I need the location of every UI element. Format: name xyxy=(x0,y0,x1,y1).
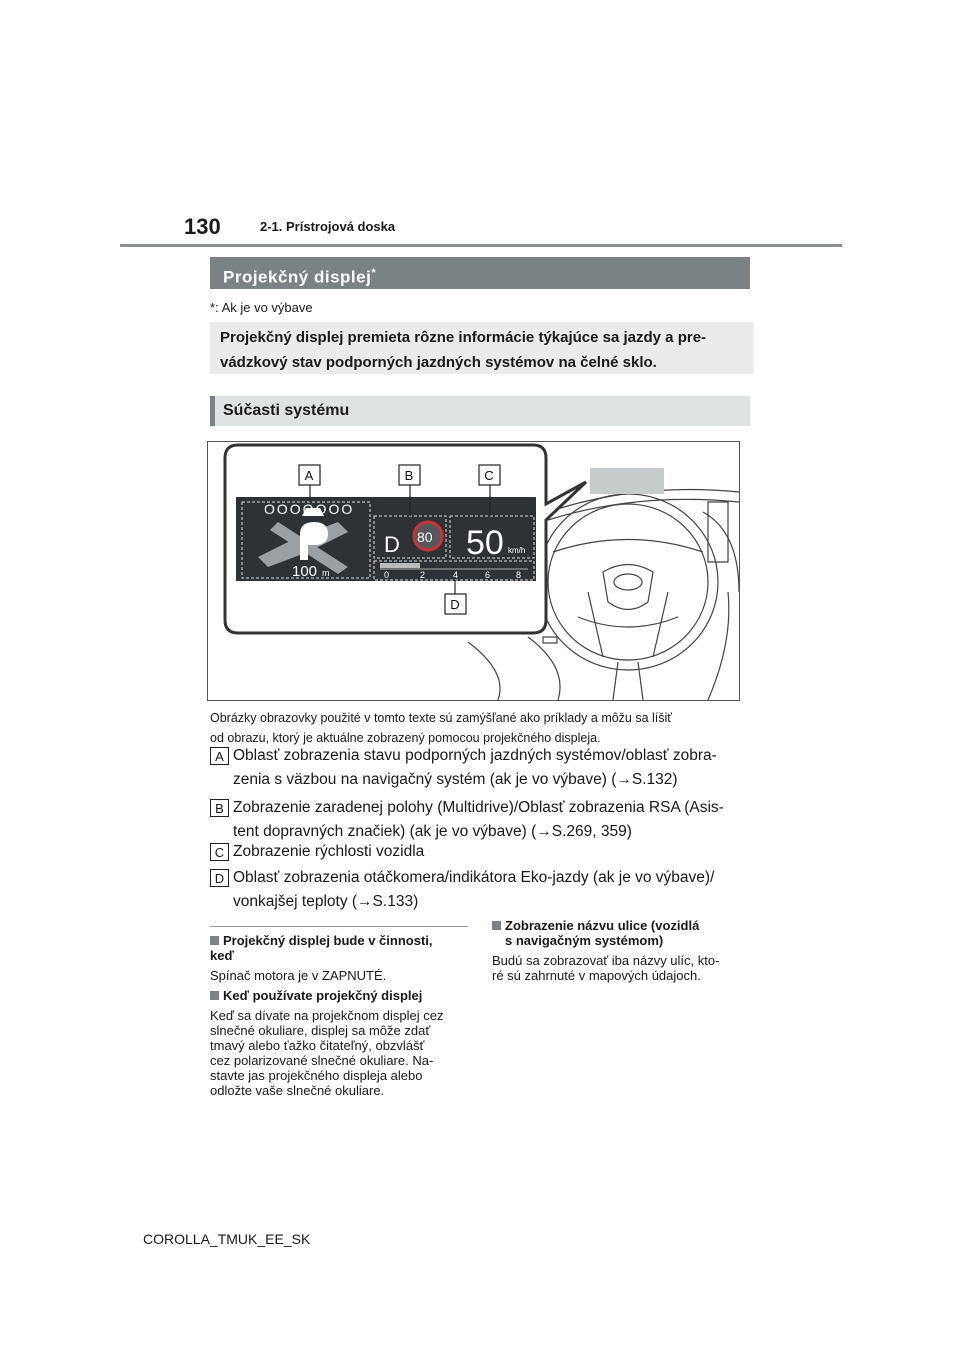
list-item xyxy=(210,744,760,792)
hud-gear: D xyxy=(384,532,400,557)
note-body: Spínač motora je v ZAPNUTÉ. xyxy=(210,968,387,983)
figure-hud-illustration xyxy=(207,441,740,701)
item-text: Zobrazenie rýchlosti vozidla xyxy=(233,843,425,860)
hud-circles: OOOOOOO xyxy=(264,501,355,517)
caption-line: Obrázky obrazovky použité v tomto texte sú zamýšľané ako príklady a môžu sa líšiť xyxy=(210,711,672,725)
square-bullet-icon xyxy=(210,991,219,1000)
section-title-bar xyxy=(210,257,750,289)
note-body: odložte vaše slnečné okuliare. xyxy=(210,1083,385,1098)
tach-tick: 4 xyxy=(453,570,459,580)
callout-c: C xyxy=(484,468,494,483)
item-label: C xyxy=(210,843,229,861)
hud-speed-limit: 80 xyxy=(417,529,433,545)
hud-distance: 100 xyxy=(292,563,318,580)
item-text: tent dopravných značiek) (ak je vo výbave) (→S.269, 359) xyxy=(233,823,632,840)
list-item xyxy=(210,840,760,864)
tach-tick: 6 xyxy=(485,570,491,580)
square-bullet-icon xyxy=(210,936,219,945)
tach-tick: 0 xyxy=(384,570,390,580)
note-body: Keď sa dívate na projekčnom displej cez xyxy=(210,1008,444,1023)
tach-tick: 8 xyxy=(516,570,522,580)
item-label: D xyxy=(210,869,229,887)
note-heading: keď xyxy=(210,948,234,963)
hud-distance-unit: m xyxy=(322,568,330,578)
notes-left-column xyxy=(210,933,470,1098)
note-body: tmavý alebo ťažko čitateľný, obzvlášť xyxy=(210,1038,425,1053)
tach-tick: 2 xyxy=(420,570,426,580)
note-body: stavte jas projekčného displeja alebo xyxy=(210,1068,423,1083)
caption-line: od obrazu, ktorý je aktuálne zobrazený pomocou projekčného displeja. xyxy=(210,731,601,745)
notes-divider xyxy=(210,926,468,927)
section-title: Projekčný displej xyxy=(223,267,372,287)
item-text: vonkajšej teploty (→S.133) xyxy=(233,893,419,910)
intro-box xyxy=(210,322,754,374)
note-heading: s navigačným systémom) xyxy=(505,933,664,948)
note-heading: Keď používate projekčný displej xyxy=(210,988,470,1003)
note-body: Budú sa zobrazovať iba názvy ulíc, kto- xyxy=(492,953,720,968)
callout-a: A xyxy=(304,468,314,483)
item-text: Oblasť zobrazenia stavu podporných jazdných systémov/oblasť zobra- xyxy=(233,747,717,764)
title-footnote-mark: * xyxy=(371,267,377,279)
note-body: slnečné okuliare, displej sa môže zdať xyxy=(210,1023,431,1038)
item-label: B xyxy=(210,799,229,817)
item-label: A xyxy=(210,747,229,765)
list-item xyxy=(210,866,760,914)
hud-speed-unit: km/h xyxy=(508,546,526,555)
hud-speed: 50 xyxy=(466,524,504,562)
note-heading: Projekčný displej bude v činnosti, xyxy=(210,933,470,948)
page-number: 130 xyxy=(184,214,221,239)
notes-right-column xyxy=(492,918,762,983)
note-heading: Zobrazenie názvu ulice (vozidlá xyxy=(492,918,762,933)
square-bullet-icon xyxy=(492,921,501,930)
header-rule xyxy=(120,244,842,247)
callout-d: D xyxy=(450,597,460,612)
figure-caption xyxy=(210,708,760,748)
list-item xyxy=(210,796,760,844)
subsection-title: Súčasti systému xyxy=(210,396,750,426)
footnote: *: Ak je vo výbave xyxy=(210,300,313,315)
intro-line: Projekčný displej premieta rôzne informácie týkajúce sa jazdy a pre- xyxy=(220,329,707,346)
note-body: cez polarizované slnečné okuliare. Na- xyxy=(210,1053,434,1068)
chapter-title: 2-1. Prístrojová doska xyxy=(260,219,396,234)
footer-code: COROLLA_TMUK_EE_SK xyxy=(143,1231,311,1247)
item-text: Zobrazenie zaradenej polohy (Multidrive)/Oblasť zobrazenia RSA (Asis- xyxy=(233,799,724,816)
intro-line: vádzkový stav podporných jazdných systémov na čelné sklo. xyxy=(220,354,657,371)
item-text: zenia s väzbou na navigačný systém (ak je vo výbave) (→S.132) xyxy=(233,771,678,788)
note-body: ré sú zahrnuté v mapových údajoch. xyxy=(492,968,701,983)
callout-b: B xyxy=(404,468,414,483)
item-text: Oblasť zobrazenia otáčkomera/indikátora Eko-jazdy (ak je vo výbave)/ xyxy=(233,869,715,886)
